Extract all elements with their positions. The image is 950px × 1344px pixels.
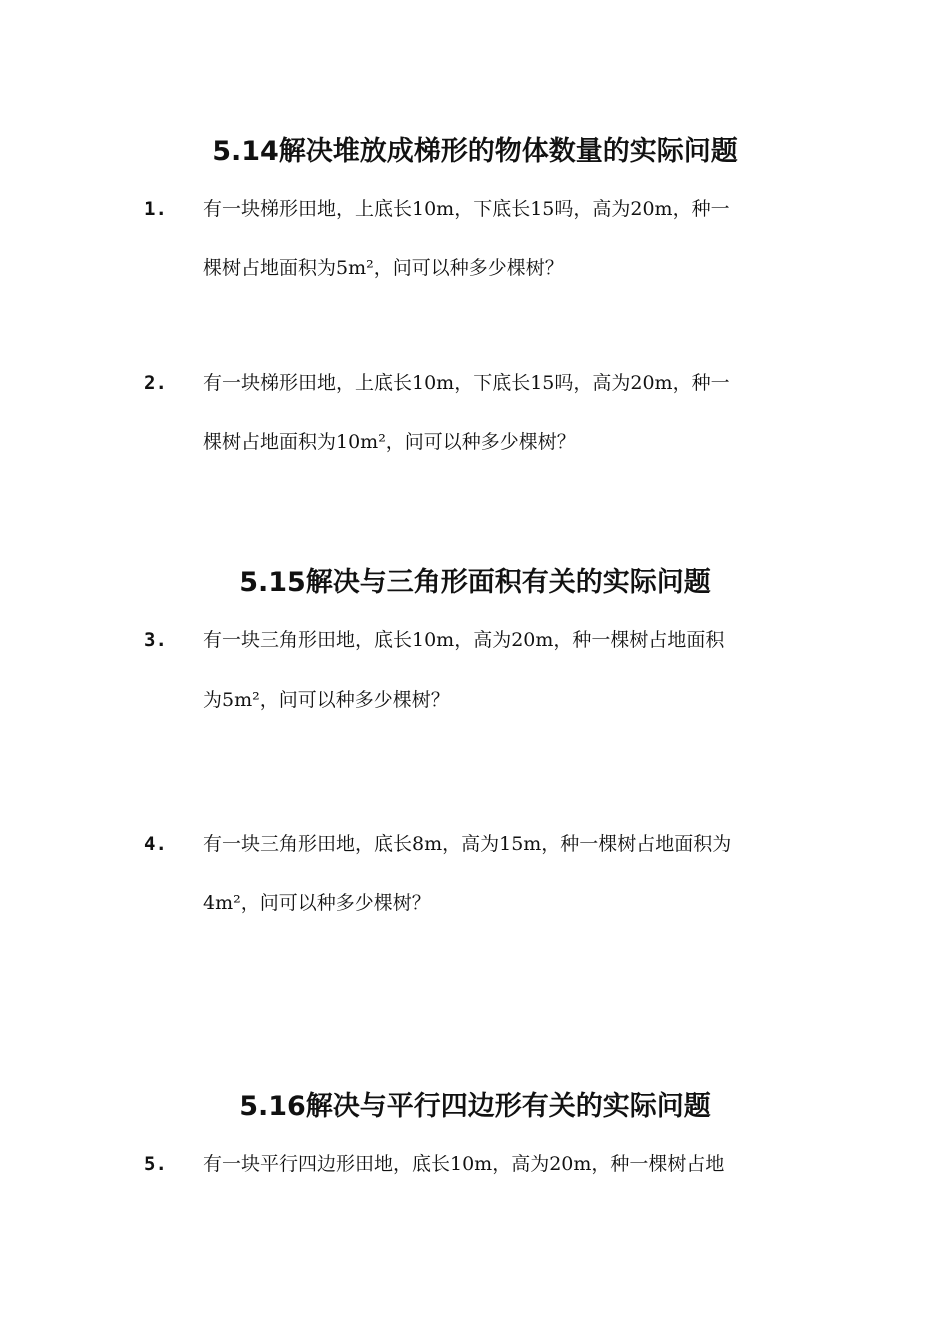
problem-2-line-1: 有一块梯形田地，上底长10m，下底长15吗，高为20m，种一: [203, 372, 730, 394]
problem-number-4: 4.: [144, 833, 167, 855]
problem-1-line-2: 棵树占地面积为5m²，问可以种多少棵树？: [203, 257, 564, 279]
problem-number-3: 3.: [144, 629, 167, 651]
section-heading-5-16: 5.16解决与平行四边形有关的实际问题: [239, 1091, 711, 1122]
problem-4-line-1: 有一块三角形田地，底长8m，高为15m，种一棵树占地面积为: [203, 833, 732, 855]
problem-4-line-2: 4m²，问可以种多少棵树？: [203, 892, 431, 914]
section-heading-5-14: 5.14解决堆放成梯形的物体数量的实际问题: [212, 136, 738, 167]
problem-number-2: 2.: [144, 372, 167, 394]
problem-3-line-2: 为5m²，问可以种多少棵树？: [203, 689, 450, 711]
section-heading-5-15: 5.15解决与三角形面积有关的实际问题: [239, 567, 711, 598]
problem-5-line-1: 有一块平行四边形田地，底长10m，高为20m，种一棵树占地: [203, 1153, 725, 1175]
problem-number-5: 5.: [144, 1153, 167, 1175]
problem-2-line-2: 棵树占地面积为10m²，问可以种多少棵树？: [203, 431, 576, 453]
problem-1-line-1: 有一块梯形田地，上底长10m，下底长15吗，高为20m，种一: [203, 198, 730, 220]
problem-3-line-1: 有一块三角形田地，底长10m，高为20m，种一棵树占地面积: [203, 629, 725, 651]
problem-number-1: 1.: [144, 198, 167, 220]
